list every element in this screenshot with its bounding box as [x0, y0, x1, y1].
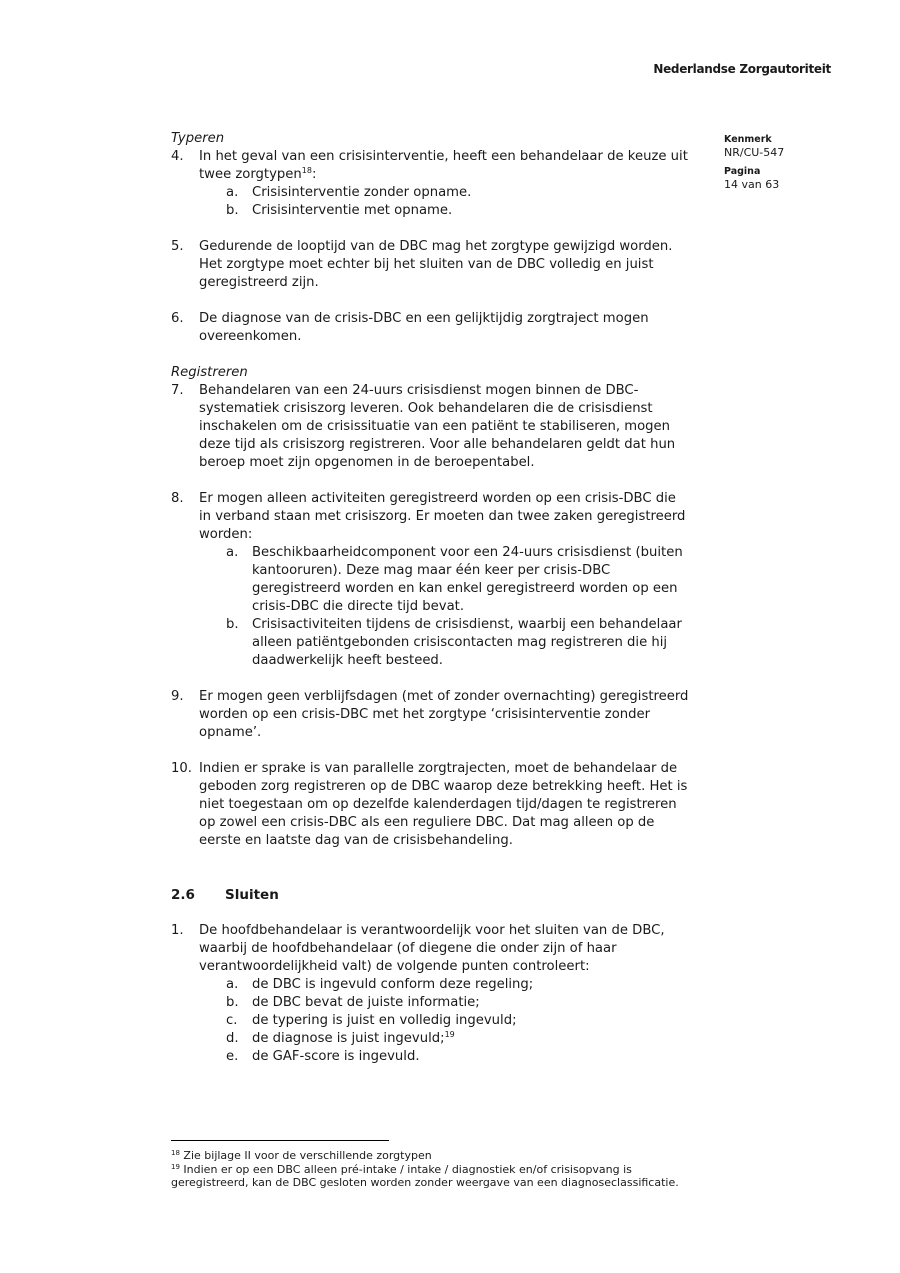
list-number: 5.: [171, 239, 184, 254]
list-number: 7.: [171, 383, 184, 398]
sub-text: de DBC bevat de juiste informatie;: [252, 995, 480, 1010]
sub-item-1c: [171, 1012, 691, 1030]
list-number: 8.: [171, 491, 184, 506]
footnote-ref-19[interactable]: 19: [444, 1030, 455, 1039]
pagina-value: 14 van 63: [724, 178, 780, 191]
list-number: 6.: [171, 311, 184, 326]
section-number: 2.6: [171, 887, 195, 903]
list-number: 10.: [171, 761, 192, 776]
footnote-18: [171, 1149, 691, 1163]
kenmerk-value: NR/CU-547: [724, 146, 785, 159]
list-text: De hoofdbehandelaar is verantwoordelijk voor het sluiten van de DBC, waarbij de hoofdbehandelaar (of diegene die onder zijn of haar verantwoordelijkheid valt) de volgende punten controleert:: [199, 923, 665, 974]
sub-text: Crisisinterventie met opname.: [252, 203, 453, 218]
footnote-number: 18: [171, 1149, 180, 1157]
list-text: Behandelaren van een 24-uurs crisisdienst mogen binnen de DBC-systematiek crisiszorg leveren. Ook behandelaren die de crisisdienst inschakelen om de crisissituatie van een patiënt te stabiliseren, mogen deze tijd als crisiszorg registreren. Voor alle behandelaren geldt dat hun beroep moet zijn opgenomen in de beroepentabel.: [199, 383, 676, 470]
sub-letter: a.: [226, 185, 239, 200]
section-heading: [171, 886, 691, 904]
sub-item-1e: [171, 1048, 691, 1066]
list-text: Er mogen geen verblijfsdagen (met of zonder overnachting) geregistreerd worden op een crisis-DBC met het zorgtype ‘crisisinterventie zonder opname’.: [199, 689, 689, 740]
footnote-number: 19: [171, 1162, 180, 1171]
document-meta: [724, 133, 874, 191]
sub-letter: b.: [226, 203, 239, 218]
sub-text: de GAF-score is ingevuld.: [252, 1049, 420, 1064]
sub-letter: a.: [226, 545, 239, 560]
footnotes: [171, 1149, 691, 1190]
sub-text: Crisisinterventie zonder opname.: [252, 185, 472, 200]
footnote-divider: [171, 1140, 389, 1141]
list-text: De diagnose van de crisis-DBC en een gelijktijdig zorgtraject mogen overeenkomen.: [199, 311, 649, 344]
sub-item-1b: [171, 994, 691, 1012]
sub-letter: a.: [226, 977, 239, 992]
sub-text: Beschikbaarheidcomponent voor een 24-uurs crisisdienst (buiten kantooruren). Deze mag maar één keer per crisis-DBC geregistreerd worden en kan enkel geregistreerd worden op een crisis-DBC die directe tijd bevat.: [252, 545, 683, 614]
footnote-text: Indien er op een DBC alleen pré-intake / intake / diagnostiek en/of crisisopvang is geregistreerd, kan de DBC gesloten worden zonder weergave van een diagnoseclassificatie.: [171, 1162, 679, 1189]
footnote-ref-18[interactable]: 18: [301, 166, 312, 175]
sub-item-1a: [171, 976, 691, 994]
list-number: 9.: [171, 689, 184, 704]
sub-item-8b: [171, 616, 691, 670]
list-item-5: [171, 238, 691, 292]
sub-letter: b.: [226, 617, 239, 632]
main-content: [171, 130, 691, 1066]
registreren-heading: Registreren: [171, 365, 248, 380]
sub-item-4a: [171, 184, 691, 202]
sub-text: Crisisactiviteiten tijdens de crisisdienst, waarbij een behandelaar alleen patiëntgebonden crisiscontacten mag registreren die hij daadwerkelijk heeft besteed.: [252, 617, 682, 668]
list-text: In het geval van een crisisinterventie, heeft een behandelaar de keuze uit twee zorgtypen: [199, 149, 688, 182]
list-number: 1.: [171, 923, 184, 938]
sub-letter: d.: [226, 1031, 239, 1046]
list-text: Gedurende de looptijd van de DBC mag het zorgtype gewijzigd worden. Het zorgtype moet echter bij het sluiten van de DBC volledig en juist geregistreerd zijn.: [199, 239, 673, 290]
sub-item-8a: [171, 544, 691, 616]
organization-name: Nederlandse Zorgautoriteit: [653, 62, 831, 76]
list-item-7: [171, 382, 691, 472]
footnote-text: Zie bijlage II voor de verschillende zorgtypen: [183, 1149, 432, 1162]
footnote-19: [171, 1163, 691, 1190]
sub-text: de typering is juist en volledig ingevuld;: [252, 1013, 517, 1028]
kenmerk-label: Kenmerk: [724, 134, 772, 145]
list-text-colon: :: [311, 167, 317, 182]
list-item-8: [171, 490, 691, 544]
sub-letter: b.: [226, 995, 239, 1010]
list-text: Indien er sprake is van parallelle zorgtrajecten, moet de behandelaar de geboden zorg registreren op de DBC waarop deze betrekking heeft. Het is niet toegestaan om op dezelfde kalenderdagen tijd/dagen te registreren op zowel een crisis-DBC als een reguliere DBC. Dat mag alleen op de eerste en laatste dag van de crisisbehandeling.: [199, 761, 688, 848]
sub-text: de DBC is ingevuld conform deze regeling;: [252, 977, 534, 992]
section-title: Sluiten: [225, 887, 279, 903]
sub-letter: e.: [226, 1049, 239, 1064]
list-item-1: [171, 922, 691, 976]
pagina-label: Pagina: [724, 166, 761, 177]
sub-letter: c.: [226, 1013, 238, 1028]
list-text: Er mogen alleen activiteiten geregistreerd worden op een crisis-DBC die in verband staan met crisiszorg. Er moeten dan twee zaken geregistreerd worden:: [199, 491, 686, 542]
sub-text: de diagnose is juist ingevuld;: [252, 1031, 445, 1046]
typeren-heading: Typeren: [171, 131, 225, 146]
list-item-10: [171, 760, 691, 850]
list-item-9: [171, 688, 691, 742]
sub-item-1d: [171, 1030, 691, 1048]
list-item-4: [171, 148, 691, 184]
list-number: 4.: [171, 149, 184, 164]
list-item-6: [171, 310, 691, 346]
sub-item-4b: [171, 202, 691, 220]
